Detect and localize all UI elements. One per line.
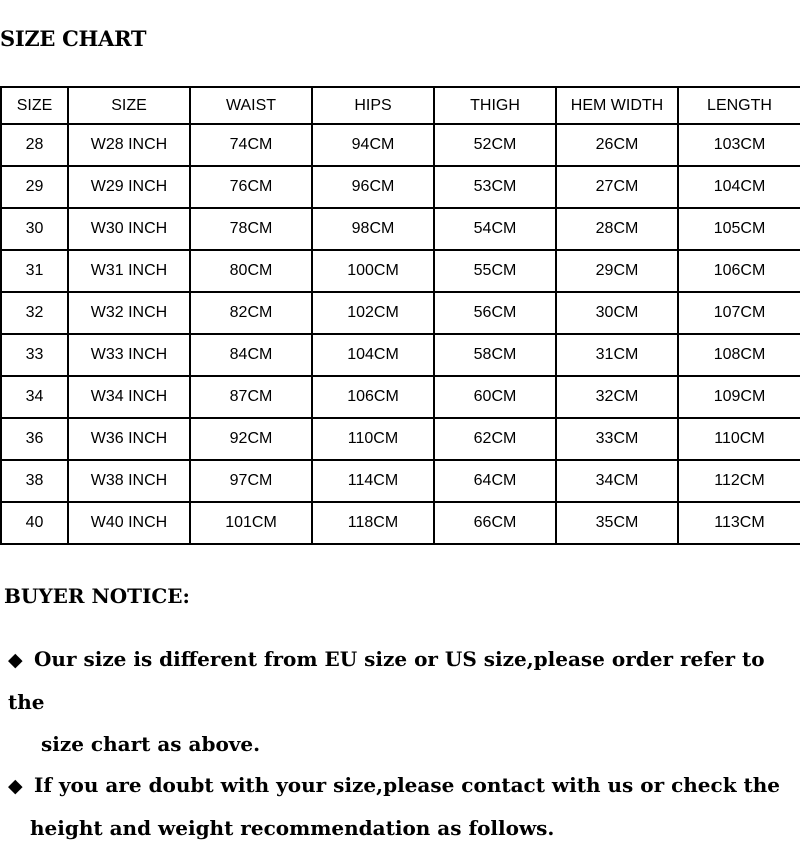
cell-size-inch: W38 INCH <box>68 460 190 502</box>
cell-size-number: 28 <box>1 124 68 166</box>
cell-hem-width: 35CM <box>556 502 678 544</box>
cell-thigh: 66CM <box>434 502 556 544</box>
cell-size-number: 31 <box>1 250 68 292</box>
cell-hem-width: 28CM <box>556 208 678 250</box>
cell-length: 110CM <box>678 418 800 460</box>
cell-length: 103CM <box>678 124 800 166</box>
cell-length: 108CM <box>678 334 800 376</box>
cell-thigh: 60CM <box>434 376 556 418</box>
cell-length: 104CM <box>678 166 800 208</box>
cell-size-inch: W29 INCH <box>68 166 190 208</box>
table-row <box>1 124 800 166</box>
buyer-notice-title: BUYER NOTICE: <box>4 584 190 608</box>
cell-size-inch: W36 INCH <box>68 418 190 460</box>
table-row <box>1 250 800 292</box>
table-row <box>1 166 800 208</box>
header-size-inch: SIZE <box>68 87 190 124</box>
header-size-number: SIZE <box>1 87 68 124</box>
notice-text-line: If you are doubt with your size,please contact with us or check the <box>34 773 781 797</box>
cell-thigh: 64CM <box>434 460 556 502</box>
cell-thigh: 62CM <box>434 418 556 460</box>
cell-hips: 106CM <box>312 376 434 418</box>
cell-size-inch: W34 INCH <box>68 376 190 418</box>
cell-hem-width: 30CM <box>556 292 678 334</box>
header-hips: HIPS <box>312 87 434 124</box>
cell-hem-width: 29CM <box>556 250 678 292</box>
cell-thigh: 56CM <box>434 292 556 334</box>
cell-waist: 82CM <box>190 292 312 334</box>
cell-thigh: 53CM <box>434 166 556 208</box>
cell-waist: 80CM <box>190 250 312 292</box>
cell-hips: 118CM <box>312 502 434 544</box>
cell-waist: 101CM <box>190 502 312 544</box>
table-row <box>1 502 800 544</box>
cell-size-inch: W33 INCH <box>68 334 190 376</box>
cell-hem-width: 34CM <box>556 460 678 502</box>
cell-waist: 92CM <box>190 418 312 460</box>
cell-size-number: 34 <box>1 376 68 418</box>
cell-size-number: 33 <box>1 334 68 376</box>
notice-item <box>8 638 800 765</box>
cell-thigh: 55CM <box>434 250 556 292</box>
cell-hem-width: 33CM <box>556 418 678 460</box>
table-row <box>1 460 800 502</box>
cell-length: 113CM <box>678 502 800 544</box>
cell-length: 109CM <box>678 376 800 418</box>
cell-hips: 114CM <box>312 460 434 502</box>
cell-waist: 76CM <box>190 166 312 208</box>
cell-length: 112CM <box>678 460 800 502</box>
header-length: LENGTH <box>678 87 800 124</box>
cell-size-number: 29 <box>1 166 68 208</box>
table-body <box>1 124 800 544</box>
cell-size-inch: W32 INCH <box>68 292 190 334</box>
page-title: SIZE CHART <box>0 26 147 51</box>
cell-hem-width: 32CM <box>556 376 678 418</box>
diamond-bullet-icon: ◆ <box>8 775 23 797</box>
cell-waist: 84CM <box>190 334 312 376</box>
cell-size-number: 32 <box>1 292 68 334</box>
cell-size-inch: W40 INCH <box>68 502 190 544</box>
header-thigh: THIGH <box>434 87 556 124</box>
table-row <box>1 208 800 250</box>
diamond-bullet-icon: ◆ <box>8 649 23 671</box>
cell-length: 105CM <box>678 208 800 250</box>
cell-hips: 100CM <box>312 250 434 292</box>
cell-size-inch: W30 INCH <box>68 208 190 250</box>
cell-thigh: 58CM <box>434 334 556 376</box>
cell-waist: 87CM <box>190 376 312 418</box>
header-waist: WAIST <box>190 87 312 124</box>
cell-size-inch: W31 INCH <box>68 250 190 292</box>
header-hem-width: HEM WIDTH <box>556 87 678 124</box>
cell-waist: 74CM <box>190 124 312 166</box>
cell-hips: 102CM <box>312 292 434 334</box>
cell-size-number: 30 <box>1 208 68 250</box>
cell-size-inch: W28 INCH <box>68 124 190 166</box>
notice-text-line: size chart as above. <box>41 732 261 756</box>
cell-hips: 98CM <box>312 208 434 250</box>
cell-hem-width: 26CM <box>556 124 678 166</box>
table-row <box>1 292 800 334</box>
cell-thigh: 54CM <box>434 208 556 250</box>
size-chart-table <box>0 86 800 545</box>
cell-length: 106CM <box>678 250 800 292</box>
cell-size-number: 38 <box>1 460 68 502</box>
cell-length: 107CM <box>678 292 800 334</box>
table-header-row <box>1 87 800 124</box>
cell-hips: 94CM <box>312 124 434 166</box>
notice-item <box>8 764 780 849</box>
cell-hips: 96CM <box>312 166 434 208</box>
cell-waist: 78CM <box>190 208 312 250</box>
cell-size-number: 40 <box>1 502 68 544</box>
cell-hem-width: 27CM <box>556 166 678 208</box>
table-row <box>1 334 800 376</box>
notice-text-line: Our size is different from EU size or US size,please order refer to the <box>8 647 765 714</box>
cell-hips: 104CM <box>312 334 434 376</box>
cell-thigh: 52CM <box>434 124 556 166</box>
cell-size-number: 36 <box>1 418 68 460</box>
cell-waist: 97CM <box>190 460 312 502</box>
cell-hips: 110CM <box>312 418 434 460</box>
table-row <box>1 376 800 418</box>
table-row <box>1 418 800 460</box>
notice-text-line: height and weight recommendation as follows. <box>30 816 555 840</box>
cell-hem-width: 31CM <box>556 334 678 376</box>
